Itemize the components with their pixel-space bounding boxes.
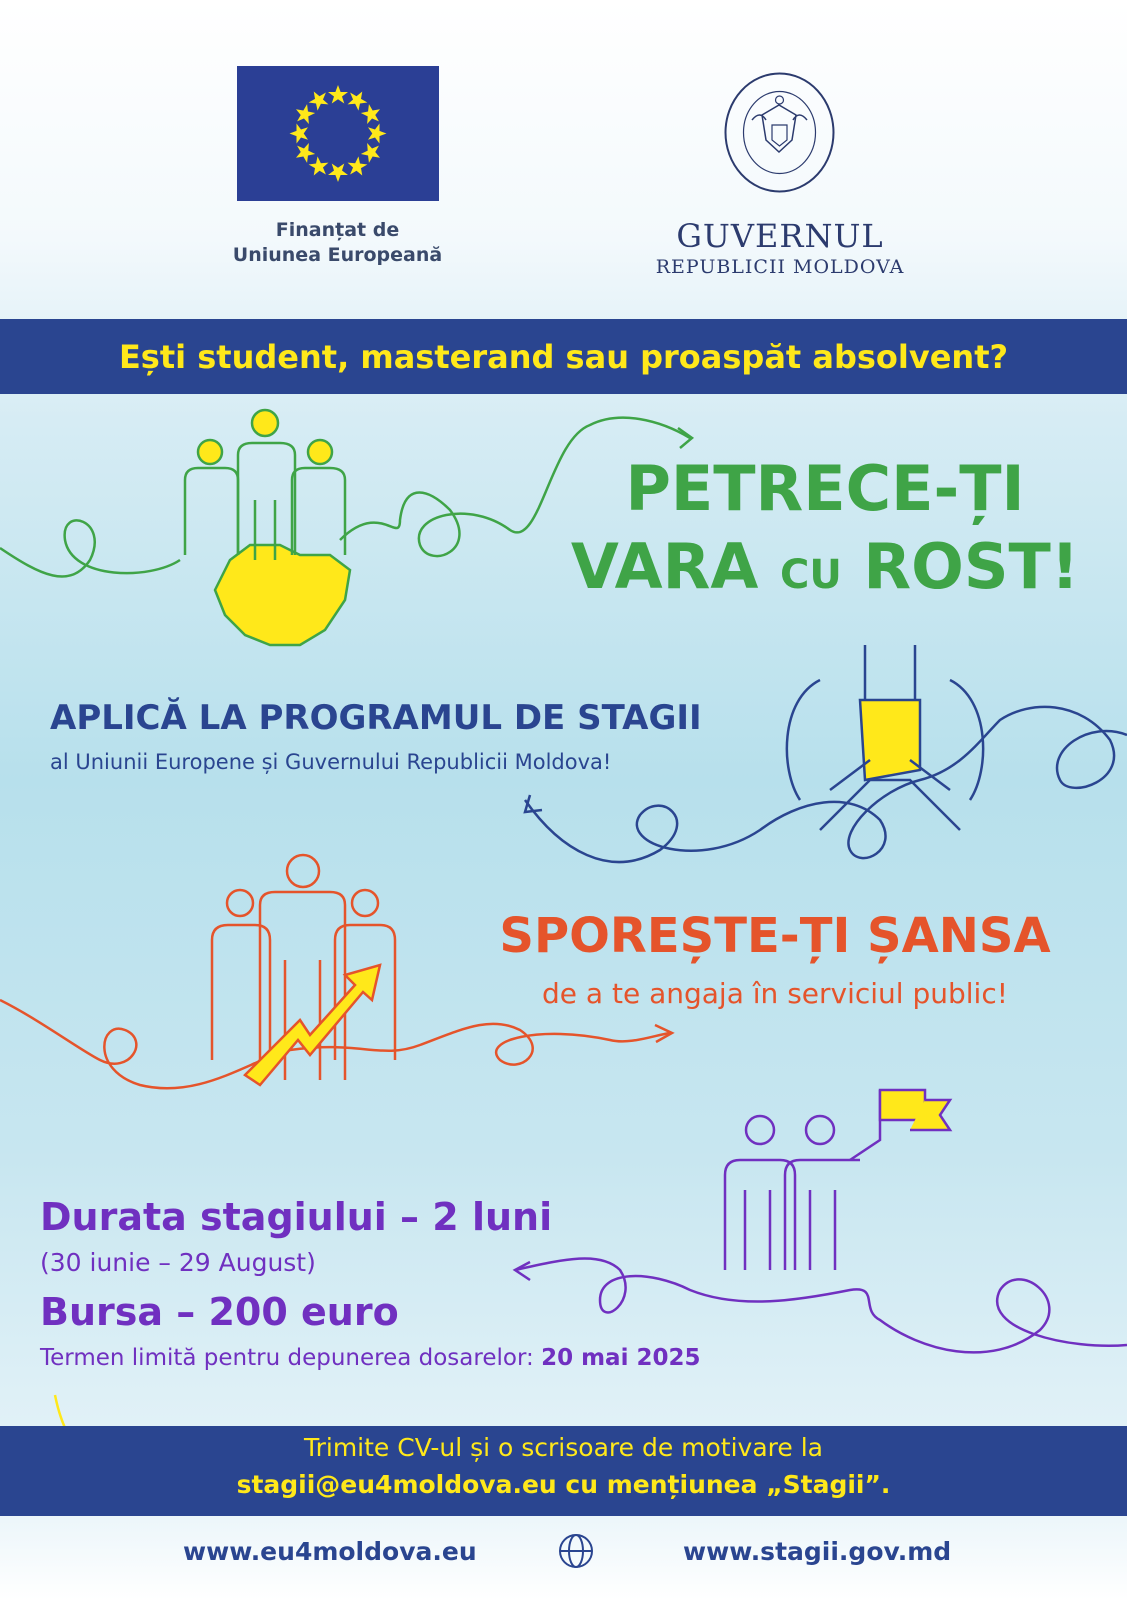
government-subtitle: REPUBLICII MOLDOVA (655, 256, 905, 278)
footer-link-stagii[interactable]: www.stagii.gov.md (683, 1537, 952, 1566)
headline-word-cu: CU (779, 552, 842, 598)
chance-heading: SPOREȘTE-ȚI ȘANSA (499, 908, 1051, 964)
eu-flag-icon (237, 66, 439, 201)
internship-stipend: Bursa – 200 euro (40, 1290, 399, 1334)
internship-dates: (30 iunie – 29 August) (40, 1248, 316, 1277)
globe-icon (557, 1532, 595, 1570)
headline-word-rost: ROST! (863, 530, 1080, 603)
top-banner-text: Ești student, masterand sau proaspăt absolvent? (118, 337, 1009, 376)
application-deadline (40, 1345, 700, 1371)
handshake-icon (787, 645, 983, 830)
government-seal-icon (722, 70, 837, 195)
eu-caption-line2: Uniunea Europeană (232, 244, 443, 266)
eu-caption-line1: Finanțat de (275, 219, 400, 241)
eu-funding-caption (205, 218, 470, 268)
bottom-banner-line2: stagii@eu4moldova.eu cu mențiunea „Stagii”. (236, 1470, 891, 1499)
apply-heading: APLICĂ LA PROGRAMUL DE STAGII (50, 698, 702, 738)
headline-word-vara: VARA (570, 530, 759, 603)
team-gear-icon (185, 410, 350, 645)
deadline-date: 20 mai 2025 (541, 1345, 701, 1371)
headline-summer (560, 450, 1090, 614)
chance-subheading: de a te angaja în serviciul public! (542, 977, 1008, 1010)
purple-swirl-line (515, 1258, 1127, 1352)
headline-summer-line1: PETRECE-ȚI (625, 452, 1025, 525)
government-name: GUVERNUL (676, 217, 884, 255)
internship-duration: Durata stagiului – 2 luni (40, 1195, 553, 1239)
deadline-label: Termen limită pentru depunerea dosarelor: (40, 1345, 534, 1371)
top-banner (0, 319, 1127, 394)
footer-link-eu4moldova[interactable]: www.eu4moldova.eu (183, 1537, 477, 1566)
apply-subheading: al Uniunii Europene și Guvernului Republicii Moldova! (50, 750, 612, 774)
bottom-banner-line1: Trimite CV-ul și o scrisoare de motivare la (304, 1433, 823, 1462)
team-flag-icon (725, 1090, 950, 1270)
headline-summer-line2 (560, 528, 1090, 614)
